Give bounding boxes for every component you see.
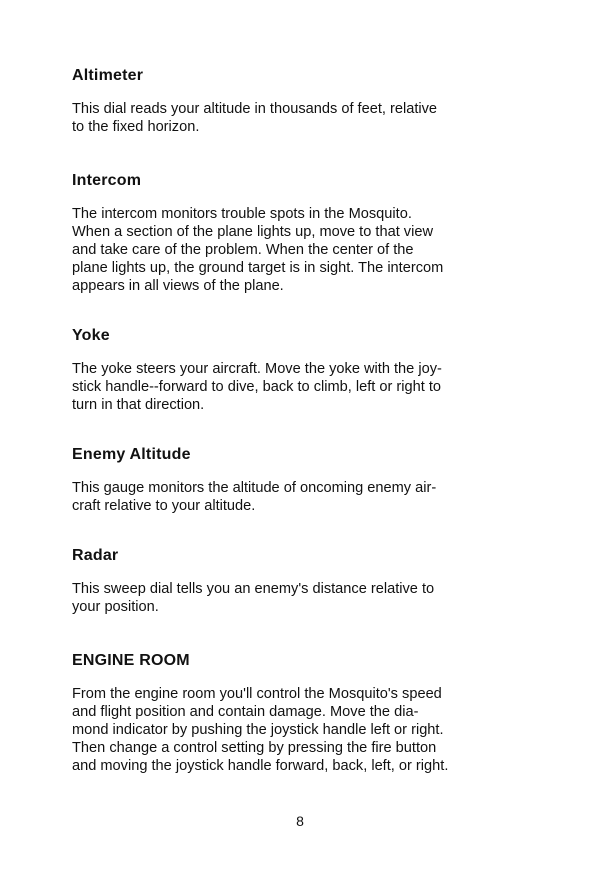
- section-yoke: [72, 326, 542, 414]
- page-number: 8: [296, 813, 304, 829]
- section-body: [72, 671, 542, 775]
- text-line: When a section of the plane lights up, move to that view: [72, 224, 433, 240]
- text-line: and moving the joystick handle forward, back, left, or right.: [72, 758, 449, 774]
- text-line: stick handle--forward to dive, back to climb, left or right to: [72, 379, 442, 395]
- text-line: The intercom monitors trouble spots in the Mosquito.: [72, 206, 412, 222]
- text-line: your position.: [72, 599, 159, 615]
- section-body: [72, 86, 542, 136]
- section-enemy-altitude: [72, 445, 542, 515]
- section-heading: Radar: [72, 547, 119, 564]
- section-radar: [72, 546, 542, 616]
- text-line: to the fixed horizon.: [72, 119, 200, 135]
- text-line: Then change a control setting by pressing the fire button: [72, 740, 437, 756]
- text-line: mond indicator by pushing the joystick handle left or right.: [72, 722, 444, 738]
- section-body: [72, 346, 542, 414]
- text-line: This gauge monitors the altitude of oncoming enemy air-: [72, 480, 437, 496]
- text-line: appears in all views of the plane.: [72, 278, 284, 294]
- section-body: [72, 465, 542, 515]
- section-engine-room: [72, 651, 542, 775]
- text-line: This dial reads your altitude in thousands of feet, relative: [72, 101, 438, 117]
- section-heading: Intercom: [72, 172, 142, 189]
- text-line: craft relative to your altitude.: [72, 498, 256, 514]
- section-heading: Enemy Altitude: [72, 446, 191, 463]
- text-line: and take care of the problem. When the center of the: [72, 242, 414, 258]
- section-heading: Altimeter: [72, 67, 144, 84]
- text-line: plane lights up, the ground target is in sight. The intercom: [72, 260, 444, 276]
- section-body: [72, 566, 542, 616]
- text-line: The yoke steers your aircraft. Move the yoke with the joy-: [72, 361, 442, 377]
- text-line: and flight position and contain damage. Move the dia-: [72, 704, 419, 720]
- section-intercom: [72, 171, 542, 295]
- section-heading: ENGINE ROOM: [72, 652, 190, 669]
- text-line: turn in that direction.: [72, 397, 205, 413]
- text-line: This sweep dial tells you an enemy's distance relative to: [72, 581, 435, 597]
- section-body: [72, 191, 542, 295]
- section-heading: Yoke: [72, 327, 110, 344]
- section-altimeter: [72, 66, 542, 136]
- text-line: From the engine room you'll control the Mosquito's speed: [72, 686, 442, 702]
